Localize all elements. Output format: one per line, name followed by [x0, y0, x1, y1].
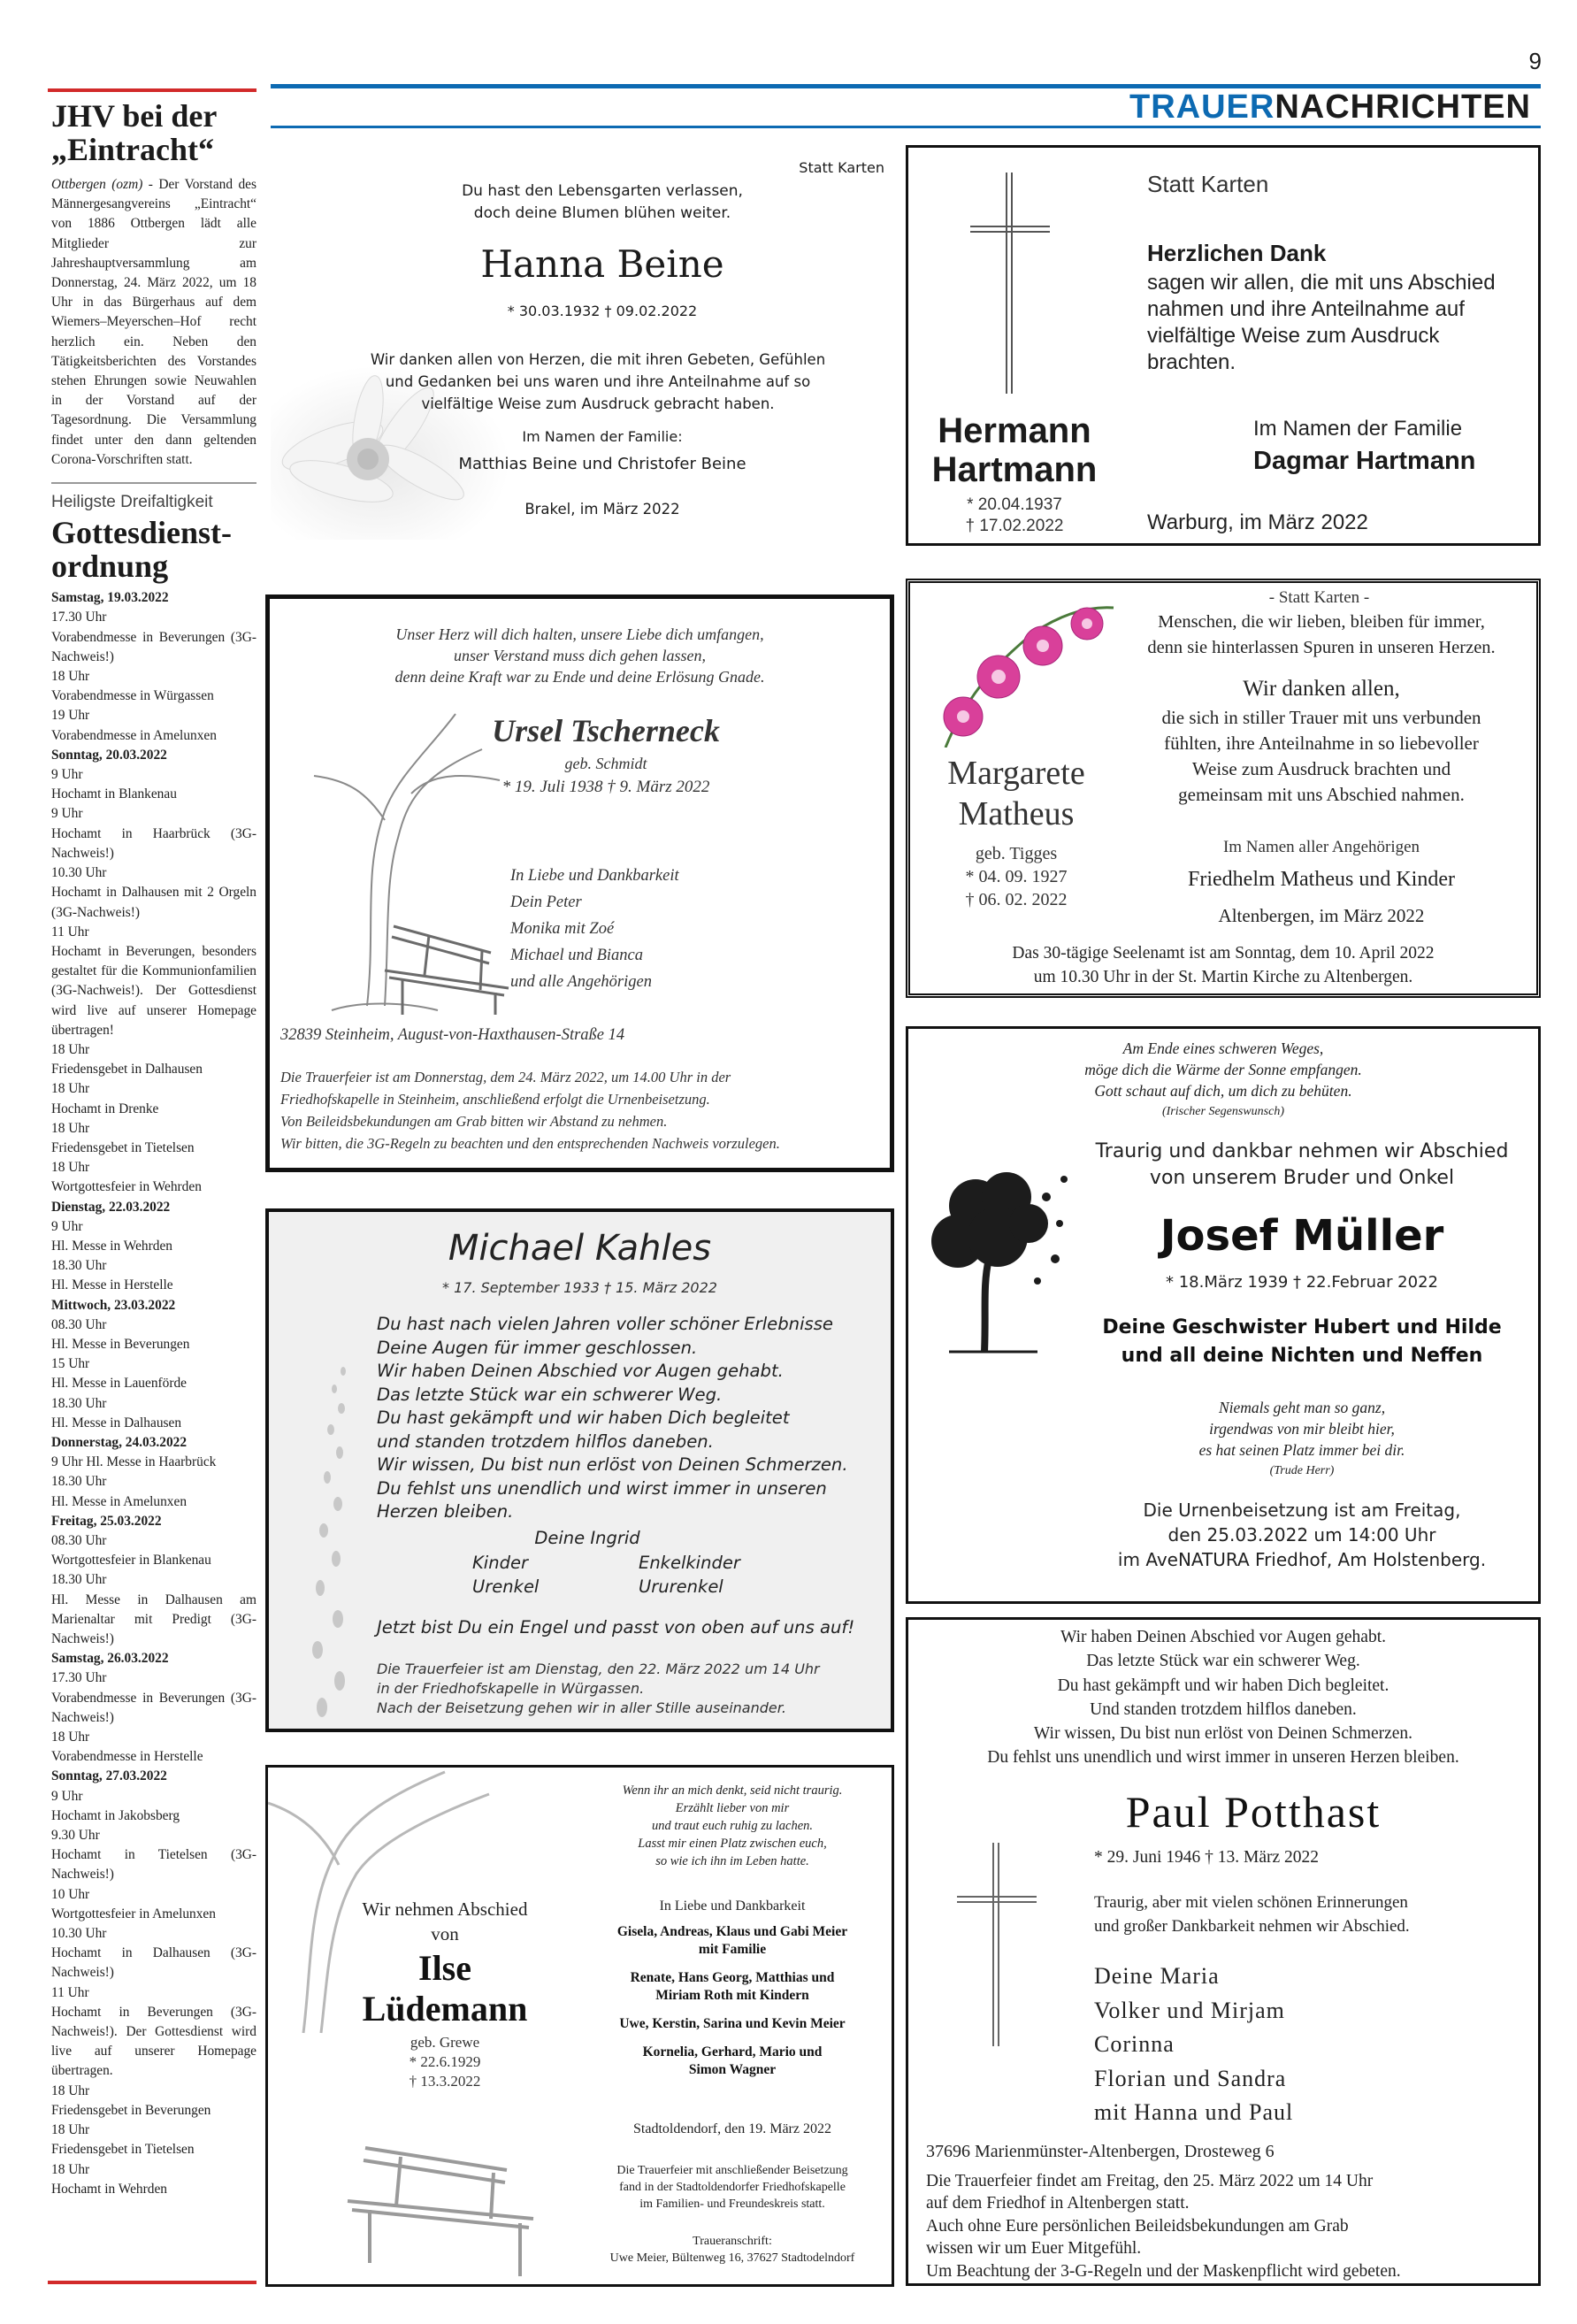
luedemann-family-line: Simon Wagner	[688, 2062, 777, 2077]
mueller-intro	[1068, 1139, 1536, 1192]
mueller-verse-source: (Irischer Segenswunsch)	[1161, 1105, 1285, 1118]
notice-margarete-matheus	[906, 579, 1541, 998]
jhv-headline: JHV bei der „Eintracht“	[51, 98, 217, 167]
schedule-entry: Hochamt in Dalhausen (3G-Nachweis!)	[51, 1945, 256, 1981]
matheus-verse-line: denn sie hinterlassen Spuren in unseren Herzen.	[1147, 638, 1496, 657]
schedule-entry: 08.30 Uhr	[51, 1316, 107, 1332]
potthast-notes	[926, 2170, 1401, 2282]
hartmann-thanks-head: Herzlichen Dank	[1147, 240, 1327, 266]
tscherneck-address: 32839 Steinheim, August-von-Haxthausen-Straße 14	[280, 1026, 625, 1044]
beine-thanks-line: und Gedanken bei uns waren und ihre Anteilnahme auf so	[385, 373, 811, 390]
matheus-name-line: Matheus	[958, 795, 1075, 832]
mueller-quote-line: irgendwas von mir bleibt hier,	[1209, 1420, 1395, 1438]
matheus-born: * 04. 09. 1927	[965, 867, 1068, 886]
notice-hermann-hartmann	[906, 145, 1541, 546]
matheus-mass-note	[910, 941, 1536, 989]
mueller-family	[1068, 1314, 1536, 1370]
schedule-entry: Hl. Messe in Herstelle	[51, 1277, 173, 1293]
matheus-family: Friedhelm Matheus und Kinder	[1188, 868, 1455, 891]
beine-verse-line: Du hast den Lebensgarten verlassen,	[462, 182, 743, 200]
schedule-day-heading: Mittwoch, 23.03.2022	[51, 1297, 176, 1313]
luedemann-family	[573, 1923, 892, 2079]
matheus-thanks	[1105, 705, 1538, 808]
schedule-entry: 10.30 Uhr	[51, 1926, 107, 1942]
hartmann-thanks	[1147, 270, 1496, 376]
potthast-verse-line: Wir haben Deinen Abschied vor Augen gehabt.	[1060, 1628, 1386, 1646]
schedule-entry: Friedensgebet in Tietelsen	[51, 2142, 195, 2158]
notice-hanna-beine	[271, 145, 890, 540]
beine-family: Matthias Beine und Christofer Beine	[458, 455, 746, 473]
hartmann-name-line: Hartmann	[931, 450, 1098, 489]
beine-verse-line: doch deine Blumen blühen weiter.	[473, 204, 731, 222]
schedule-entry: Hochamt in Beverungen, besonders gestaltet für die Kommunionfamilien (3G-Nachweis!). Der Gottesdienst wird live auf unserer Homepage übertragen!	[51, 943, 256, 1038]
beine-family-label: Im Namen der Familie:	[522, 428, 683, 445]
hartmann-top-note: Statt Karten	[1147, 171, 1269, 197]
schedule-entry: Hochamt in Jakobsberg	[51, 1807, 180, 1823]
potthast-thanks-line: Traurig, aber mit vielen schönen Erinnerungen	[1094, 1893, 1408, 1912]
matheus-dates	[910, 842, 1122, 911]
schedule-entry: 18 Uhr	[51, 1120, 90, 1136]
luedemann-address-value: Uwe Meier, Bültenweg 16, 37627 Stadtodelndorf	[609, 2251, 855, 2265]
mueller-verse-line: möge dich die Wärme der Sonne empfangen.	[1084, 1061, 1362, 1078]
tscherneck-name: Ursel Tscherneck	[492, 713, 720, 748]
schedule-entry: Friedensgebet in Tietelsen	[51, 1139, 195, 1155]
schedule-day-heading: Freitag, 25.03.2022	[51, 1513, 162, 1529]
schedule-entry: 9 Uhr	[51, 1788, 83, 1804]
luedemann-nee: geb. Grewe	[410, 2034, 480, 2051]
schedule-entry: Hochamt in Beverungen (3G-Nachweis!). Der Gottesdienst wird live auf unserer Homepage übertragen.	[51, 2004, 256, 2079]
schedule-entry: 17.30 Uhr	[51, 610, 107, 625]
kahles-poem-line: Wir haben Deinen Abschied vor Augen gehabt.	[377, 1361, 784, 1381]
luedemann-family-head: In Liebe und Dankbarkeit	[659, 1898, 806, 1914]
hartmann-place: Warburg, im März 2022	[1147, 510, 1368, 534]
luedemann-intro-line: Wir nehmen Abschied	[362, 1898, 528, 1920]
schedule-entry: 19 Uhr	[51, 708, 90, 724]
schedule-entry: 15 Uhr	[51, 1356, 90, 1372]
luedemann-notes	[573, 2162, 892, 2213]
schedule-entry: Wortgottesfeier in Blankenau	[51, 1553, 211, 1569]
matheus-nee: geb. Tigges	[975, 844, 1058, 863]
schedule-entry: Hochamt in Wehrden	[51, 2181, 167, 2197]
header-rule-lower	[271, 126, 1541, 128]
potthast-note-line: wissen wir um Euer Mitgefühl.	[926, 2239, 1142, 2259]
luedemann-verse	[573, 1782, 892, 1870]
matheus-place: Altenbergen, im März 2022	[1218, 905, 1425, 926]
tscherneck-family-line: Dein Peter	[510, 894, 582, 911]
potthast-verse	[908, 1625, 1538, 1770]
schedule-day-heading: Samstag, 26.03.2022	[51, 1651, 169, 1667]
matheus-name	[910, 753, 1122, 834]
potthast-verse-line: Das letzte Stück war ein schwerer Weg.	[1086, 1652, 1360, 1671]
matheus-mass-line: um 10.30 Uhr in der St. Martin Kirche zu Altenbergen.	[1033, 968, 1413, 986]
luedemann-name-line: Lüdemann	[362, 1989, 528, 2029]
schedule-entry: Hl. Messe in Amelunxen	[51, 1493, 188, 1509]
kahles-poem-line: Deine Augen für immer geschlossen.	[377, 1337, 698, 1358]
schedule-entry: Wortgottesfeier in Wehrden	[51, 1179, 202, 1195]
kahles-dates: * 17. September 1933 † 15. März 2022	[442, 1279, 717, 1296]
potthast-verse-line: Du hast gekämpft und wir haben Dich begleitet.	[1057, 1676, 1389, 1695]
potthast-family-member: mit Hanna und Paul	[1094, 2099, 1294, 2125]
hartmann-family-label: Im Namen der Familie	[1253, 417, 1463, 441]
luedemann-intro-line: von	[431, 1923, 459, 1944]
kahles-note-line: Nach der Beisetzung gehen wir in aller Stille auseinander.	[377, 1699, 786, 1716]
luedemann-verse-line: so wie ich ihn im Leben hatte.	[655, 1854, 809, 1868]
schedule-entry: 18.30 Uhr	[51, 1474, 107, 1490]
section-title-prefix: TRAUER	[1129, 88, 1275, 126]
mueller-verse-line: Gott schaut auf dich, um dich zu behüten.	[1094, 1082, 1352, 1100]
schedule-entry: 17.30 Uhr	[51, 1670, 107, 1686]
tscherneck-note-line: Friedhofskapelle in Steinheim, anschließend erfolgt die Urnenbeisetzung.	[280, 1091, 710, 1108]
kahles-family-item: Enkelkinder	[639, 1553, 740, 1573]
matheus-mass-line: Das 30-tägige Seelenamt ist am Sonntag, dem 10. April 2022	[1012, 944, 1435, 963]
hartmann-born: * 20.04.1937	[967, 495, 1062, 514]
kahles-family-head: Deine Ingrid	[534, 1528, 640, 1548]
matheus-thanks-line: Weise zum Ausdruck brachten und	[1191, 758, 1451, 779]
kahles-family-left	[472, 1551, 539, 1599]
matheus-name-line: Margarete	[947, 755, 1085, 792]
sidebar-divider	[51, 482, 256, 484]
hartmann-dates	[908, 495, 1121, 537]
potthast-thanks-line: und großer Dankbarkeit nehmen wir Abschied.	[1094, 1917, 1410, 1936]
mueller-verse	[908, 1038, 1538, 1123]
luedemann-verse-line: Erzählt lieber von mir	[675, 1801, 790, 1815]
potthast-verse-line: Du fehlst uns unendlich und wirst immer in unseren Herzen bleiben.	[987, 1748, 1459, 1768]
luedemann-verse-line: und traut euch ruhig zu lachen.	[651, 1819, 814, 1833]
hartmann-thanks-line: sagen wir allen, die mit uns Abschied	[1147, 271, 1496, 295]
schedule-entry: Vorabendmesse in Beverungen (3G-Nachweis!)	[51, 1690, 256, 1725]
luedemann-family-line: Uwe, Kerstin, Sarina und Kevin Meier	[619, 2016, 846, 2031]
beine-thanks	[324, 349, 872, 415]
schedule-entry: 9.30 Uhr	[51, 1828, 100, 1844]
potthast-thanks	[1094, 1891, 1410, 1938]
schedule-entry: Hochamt in Haarbrück (3G-Nachweis!)	[51, 825, 256, 861]
mueller-intro-line: Traurig und dankbar nehmen wir Abschied	[1095, 1140, 1509, 1162]
luedemann-name	[321, 1948, 569, 2029]
schedule-entry: Vorabendmesse in Beverungen (3G-Nachweis!)	[51, 629, 256, 664]
schedule-entry: 18 Uhr	[51, 2122, 90, 2138]
schedule-entry: Friedensgebet in Beverungen	[51, 2102, 211, 2118]
luedemann-note-line: fand in der Stadtoldendorfer Friedhofskapelle	[619, 2181, 846, 2194]
tscherneck-verse-line: unser Verstand muss dich gehen lassen,	[454, 647, 706, 664]
mueller-intro-line: von unserem Bruder und Onkel	[1149, 1167, 1455, 1189]
schedule-day-heading: Sonntag, 27.03.2022	[51, 1768, 167, 1784]
notice-paul-potthast	[906, 1617, 1541, 2286]
schedule-entry: Hochamt in Tietelsen (3G-Nachweis!)	[51, 1847, 256, 1883]
luedemann-intro	[339, 1897, 551, 1946]
kahles-poem-line: und standen trotzdem hilflos daneben.	[377, 1430, 714, 1452]
mueller-family-line: Deine Geschwister Hubert und Hilde	[1102, 1316, 1502, 1338]
hartmann-name-line: Hermann	[938, 411, 1091, 450]
tscherneck-verse-line: Unser Herz will dich halten, unsere Liebe dich umfangen,	[395, 625, 764, 643]
potthast-family	[1094, 1960, 1293, 2130]
potthast-address: 37696 Marienmünster-Altenbergen, Drosteweg 6	[926, 2142, 1275, 2161]
luedemann-name-line: Ilse	[418, 1948, 471, 1988]
schedule-entry: Wortgottesfeier in Amelunxen	[51, 1906, 216, 1921]
luedemann-note-line: im Familien- und Freundeskreis statt.	[639, 2197, 825, 2211]
sidebar-bottom-rule	[48, 2281, 256, 2284]
notice-michael-kahles	[265, 1208, 894, 1732]
tscherneck-verse	[270, 624, 890, 687]
schedule-entry: Hl. Messe in Lauenförde	[51, 1376, 188, 1392]
gd-overline: Heiligste Dreifaltigkeit	[51, 493, 213, 512]
mueller-note-line: im AveNATURA Friedhof, Am Holstenberg.	[1117, 1549, 1487, 1570]
schedule-entry: 18 Uhr	[51, 1160, 90, 1176]
tscherneck-notes	[280, 1066, 780, 1154]
mueller-notes	[1068, 1498, 1536, 1572]
gd-schedule	[51, 588, 256, 2199]
mueller-family-line: und all deine Nichten und Neffen	[1121, 1345, 1483, 1367]
notice-josef-mueller	[906, 1026, 1541, 1604]
luedemann-dates	[339, 2033, 551, 2091]
tscherneck-family-line: und alle Angehörigen	[510, 973, 652, 991]
schedule-entry: 11 Uhr	[51, 1984, 89, 2000]
schedule-entry: 18 Uhr	[51, 2082, 90, 2098]
schedule-entry: 18.30 Uhr	[51, 1395, 107, 1411]
tscherneck-family-line: In Liebe und Dankbarkeit	[510, 867, 679, 885]
potthast-note-line: Die Trauerfeier findet am Freitag, den 25. März 2022 um 14 Uhr	[926, 2172, 1374, 2190]
sidebar-column	[51, 99, 256, 2199]
schedule-entry: Hochamt in Blankenau	[51, 786, 177, 802]
mueller-note-line: den 25.03.2022 um 14:00 Uhr	[1167, 1524, 1436, 1545]
potthast-note-line: auf dem Friedhof in Altenbergen statt.	[926, 2194, 1190, 2213]
kahles-poem-line: Wir wissen, Du bist nun erlöst von Deinen Schmerzen.	[377, 1454, 848, 1475]
schedule-entry: Vorabendmesse in Amelunxen	[51, 727, 217, 743]
kahles-poem-line: Du hast nach vielen Jahren voller schöner Erlebnisse	[377, 1314, 833, 1334]
potthast-dates: * 29. Juni 1946 † 13. März 2022	[1094, 1848, 1320, 1867]
schedule-entry: Hl. Messe in Beverungen	[51, 1336, 190, 1352]
matheus-died: † 06. 02. 2022	[965, 890, 1068, 909]
potthast-family-member: Corinna	[1094, 2031, 1175, 2057]
hartmann-thanks-line: brachten.	[1147, 350, 1236, 374]
schedule-entry: 18 Uhr	[51, 2161, 90, 2177]
cross-icon	[957, 1843, 1037, 2046]
schedule-entry: 11 Uhr	[51, 924, 89, 940]
kahles-poem-line: Du hast gekämpft und wir haben Dich begleitet	[377, 1407, 790, 1428]
schedule-entry: 9 Uhr	[51, 767, 83, 783]
potthast-note-line: Auch ohne Eure persönlichen Beileidsbekundungen am Grab	[926, 2216, 1349, 2236]
schedule-entry: Hl. Messe in Wehrden	[51, 1238, 172, 1254]
schedule-entry: 9 Uhr	[51, 806, 83, 822]
schedule-entry: 10 Uhr	[51, 1886, 90, 1902]
matheus-top-note: - Statt Karten -	[1268, 588, 1370, 607]
kahles-poem	[377, 1313, 848, 1524]
potthast-family-member: Volker und Mirjam	[1094, 1997, 1285, 2023]
tscherneck-verse-line: denn deine Kraft war zu Ende und deine Erlösung Gnade.	[394, 668, 765, 686]
tscherneck-note-line: Wir bitten, die 3G-Regeln zu beachten und den entsprechenden Nachweis vorzulegen.	[280, 1135, 780, 1152]
schedule-entry: 18 Uhr	[51, 669, 90, 685]
schedule-day-heading: Donnerstag, 24.03.2022	[51, 1434, 188, 1450]
sidebar-top-rule	[48, 88, 256, 92]
page-number: 9	[1528, 48, 1542, 74]
schedule-entry: 18.30 Uhr	[51, 1258, 107, 1274]
luedemann-verse-line: Wenn ihr an mich denkt, seid nicht traurig.	[622, 1783, 843, 1798]
potthast-note-line: Um Beachtung der 3-G-Regeln und der Maskenpflicht wird gebeten.	[926, 2261, 1401, 2281]
potthast-family-member: Deine Maria	[1094, 1963, 1220, 1989]
schedule-entry: 18 Uhr	[51, 1081, 90, 1097]
luedemann-family-line: Renate, Hans Georg, Matthias und	[630, 1970, 835, 1985]
kahles-name: Michael Kahles	[448, 1228, 712, 1269]
beine-verse	[403, 180, 801, 225]
matheus-verse-line: Menschen, die wir lieben, bleiben für immer,	[1158, 612, 1485, 632]
gd-headline: Gottesdienst-ordnung	[51, 515, 232, 585]
potthast-verse-line: Und standen trotzdem hilflos daneben.	[1090, 1699, 1357, 1719]
section-title-suffix: NACHRICHTEN	[1275, 88, 1531, 126]
schedule-day-heading: Samstag, 19.03.2022	[51, 590, 169, 606]
schedule-entry: 10.30 Uhr	[51, 865, 107, 881]
tscherneck-family-line: Monika mit Zoé	[510, 920, 615, 938]
beine-place: Brakel, im März 2022	[524, 501, 680, 518]
mueller-quote-source: (Trude Herr)	[1269, 1464, 1335, 1477]
hartmann-name	[908, 411, 1121, 489]
kahles-family-item: Urenkel	[472, 1576, 540, 1597]
section-title	[1129, 88, 1531, 127]
schedule-entry: 08.30 Uhr	[51, 1533, 107, 1548]
schedule-day-heading: Sonntag, 20.03.2022	[51, 747, 167, 763]
matheus-thanks-line: gemeinsam mit uns Abschied nahmen.	[1178, 784, 1465, 805]
cross-icon	[970, 173, 1050, 394]
matheus-family-label: Im Namen aller Angehörigen	[1222, 838, 1420, 856]
tscherneck-family	[510, 863, 679, 995]
luedemann-died: † 13.3.2022	[409, 2073, 481, 2090]
luedemann-note-line: Die Trauerfeier mit anschließender Beisetzung	[616, 2164, 848, 2177]
luedemann-family-line: Miriam Roth mit Kindern	[655, 1988, 809, 2003]
schedule-entry: 9 Uhr Hl. Messe in Haarbrück	[51, 1454, 217, 1470]
kahles-note-line: in der Friedhofskapelle in Würgassen.	[377, 1680, 645, 1697]
mueller-dates: * 18.März 1939 † 22.Februar 2022	[1166, 1273, 1438, 1292]
kahles-note-line: Die Trauerfeier ist am Dienstag, den 22. März 2022 um 14 Uhr	[377, 1661, 820, 1677]
mueller-verse-line: Am Ende eines schweren Weges,	[1122, 1039, 1324, 1057]
kahles-poem-line: Das letzte Stück war ein schwerer Weg.	[377, 1384, 723, 1405]
luedemann-family-line: Kornelia, Gerhard, Mario und	[642, 2044, 823, 2059]
potthast-verse-line: Wir wissen, Du bist nun erlöst von Deinen Schmerzen.	[1033, 1724, 1413, 1744]
kahles-family-right	[639, 1551, 740, 1599]
tscherneck-note-line: Die Trauerfeier ist am Donnerstag, dem 24. März 2022, um 14.00 Uhr in der	[280, 1069, 731, 1085]
schedule-entry: 18 Uhr	[51, 1041, 90, 1057]
luedemann-address	[573, 2233, 892, 2266]
kahles-poem-line: Du fehlst uns unendlich und wirst immer in unseren	[377, 1477, 827, 1499]
matheus-thanks-line: fühlten, ihre Anteilnahme in so liebevoller	[1164, 732, 1479, 754]
hartmann-died: † 17.02.2022	[965, 517, 1064, 535]
notice-ursel-tscherneck	[265, 594, 894, 1172]
tree-leaves-image	[922, 1162, 1073, 1356]
schedule-entry: Friedensgebet in Dalhausen	[51, 1062, 203, 1078]
hartmann-family: Dagmar Hartmann	[1253, 447, 1476, 475]
kahles-notes	[377, 1660, 820, 1718]
schedule-entry: Vorabendmesse in Würgassen	[51, 688, 214, 704]
luedemann-address-label: Traueranschrift:	[693, 2235, 772, 2248]
mueller-quote-line: Niemals geht man so ganz,	[1218, 1399, 1386, 1416]
beine-thanks-line: Wir danken allen von Herzen, die mit ihren Gebeten, Gefühlen	[370, 351, 826, 368]
potthast-family-member: Florian und Sandra	[1094, 2065, 1287, 2091]
schedule-entry: Hochamt in Dalhausen mit 2 Orgeln (3G-Nachweis!)	[51, 885, 256, 920]
jhv-article	[51, 175, 256, 470]
luedemann-family-line: mit Familie	[698, 1942, 767, 1957]
schedule-entry: Hl. Messe in Dalhausen	[51, 1415, 182, 1430]
orchid-image	[928, 597, 1122, 748]
schedule-day-heading: Dienstag, 22.03.2022	[51, 1199, 171, 1215]
mueller-quote-line: es hat seinen Platz immer bei dir.	[1198, 1441, 1405, 1459]
luedemann-verse-line: Lasst mir einen Platz zwischen euch,	[638, 1837, 827, 1851]
kahles-poem-line: Herzen bleiben.	[377, 1501, 514, 1522]
schedule-entry: Hl. Messe in Dalhausen am Marienaltar mit Predigt (3G-Nachweis!)	[51, 1592, 256, 1647]
kahles-closing: Jetzt bist Du ein Engel und passt von oben auf uns auf!	[377, 1617, 855, 1638]
beine-dates: * 30.03.1932 † 09.02.2022	[507, 303, 698, 319]
luedemann-born: * 22.6.1929	[409, 2053, 481, 2070]
tscherneck-note-line: Von Beileidsbekundungen am Grab bitten wir Abstand zu nehmen.	[280, 1113, 668, 1130]
beine-thanks-line: vielfältige Weise zum Ausdruck gebracht haben.	[421, 395, 775, 412]
matheus-thanks-line: die sich in stiller Trauer mit uns verbunden	[1161, 707, 1481, 728]
luedemann-place: Stadtoldendorf, den 19. März 2022	[633, 2121, 831, 2136]
jhv-dateline: Ottbergen (ozm)	[51, 177, 143, 192]
hartmann-thanks-line: vielfältige Weise zum Ausdruck	[1147, 324, 1440, 348]
tscherneck-dates: * 19. Juli 1938 † 9. März 2022	[501, 778, 710, 796]
tscherneck-family-line: Michael und Bianca	[510, 947, 644, 964]
schedule-entry: 18.30 Uhr	[51, 1572, 107, 1588]
schedule-entry: 9 Uhr	[51, 1218, 83, 1234]
schedule-entry: Vorabendmesse in Herstelle	[51, 1749, 203, 1765]
beine-name: Hanna Beine	[480, 242, 724, 286]
mueller-note-line: Die Urnenbeisetzung ist am Freitag,	[1143, 1499, 1461, 1521]
mueller-quote	[1068, 1397, 1536, 1482]
notice-ilse-luedemann	[265, 1765, 894, 2287]
luedemann-family-line: Gisela, Andreas, Klaus und Gabi Meier	[616, 1924, 848, 1939]
schedule-entry: 18 Uhr	[51, 1730, 90, 1745]
hartmann-thanks-line: nahmen und ihre Anteilnahme auf	[1147, 297, 1465, 321]
schedule-entry: Hochamt in Drenke	[51, 1101, 159, 1116]
matheus-verse	[1105, 610, 1538, 661]
kahles-family-item: Ururenkel	[639, 1576, 723, 1597]
tscherneck-nee: geb. Schmidt	[564, 755, 647, 772]
mueller-name: Josef Müller	[1160, 1211, 1444, 1261]
beine-top-note: Statt Karten	[799, 159, 884, 176]
matheus-thanks-head: Wir danken allen,	[1243, 677, 1400, 701]
kahles-family-item: Kinder	[472, 1553, 528, 1573]
potthast-name: Paul Potthast	[1125, 1787, 1382, 1837]
jhv-body: - Der Vorstand des Männergesangvereins „Eintracht“ von 1886 Ottbergen lädt alle Mitglieder zur Jahreshauptversammlung am Donnerstag, 24. März 2022, um 18 Uhr in das Bürgerhaus auf dem Wiemers–Meyerschen–Hof recht herzlich ein. Neben den Tätigkeitsberichten des Vorstandes stehen Ehrungen sowie Neuwahlen in der Vorstand auf der Tagesordnung. Die Versammlung findet unter den dann geltenden Corona-Vorschriften statt.	[51, 177, 257, 467]
